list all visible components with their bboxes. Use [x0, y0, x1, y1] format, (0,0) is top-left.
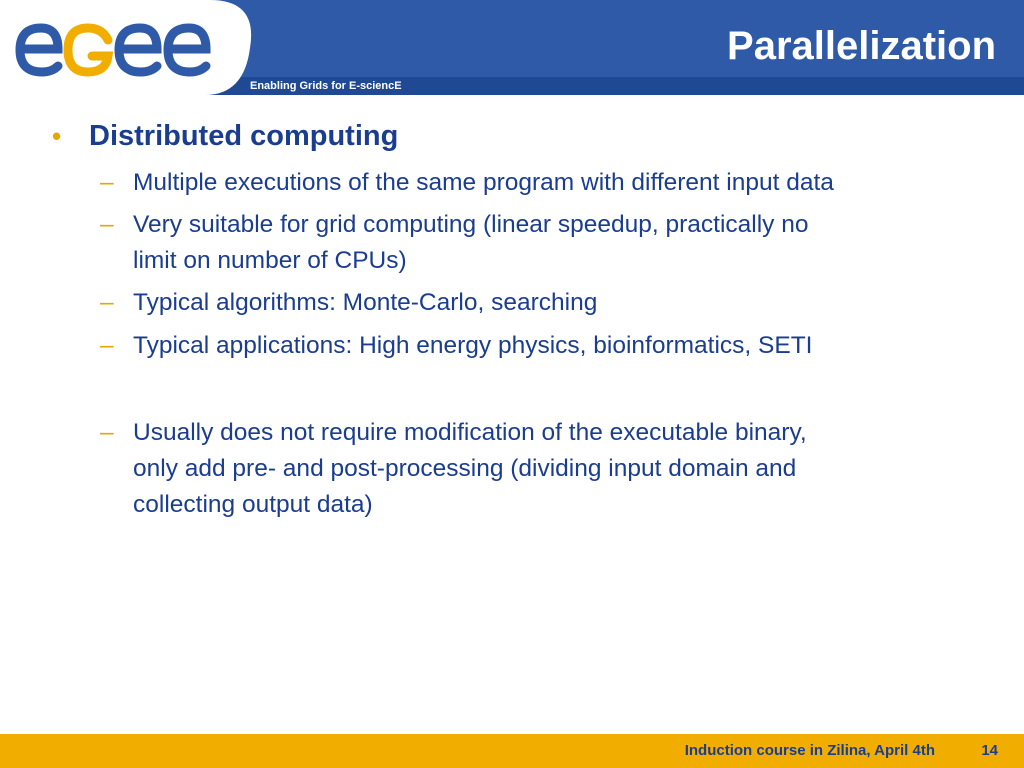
- page-number: 14: [981, 742, 998, 759]
- sub-item-text: Usually does not require modification of the executable binary,: [133, 419, 807, 446]
- sub-item-text: limit on number of CPUs): [133, 247, 407, 274]
- egee-logo: [0, 0, 250, 95]
- slide-title: Parallelization: [727, 24, 996, 68]
- main-bullet-text: Distributed computing: [89, 120, 399, 152]
- slide-footer: [0, 734, 1024, 768]
- bullet-marker: •: [52, 121, 62, 151]
- footer-text: Induction course in Zilina, April 4th: [684, 742, 935, 759]
- sub-item-text: Multiple executions of the same program with different input data: [133, 169, 834, 196]
- dash-marker: –: [100, 419, 114, 446]
- sub-item-text: collecting output data): [133, 491, 373, 518]
- sub-item-text: Typical algorithms: Monte-Carlo, searching: [133, 289, 598, 316]
- dash-marker: –: [100, 332, 114, 359]
- header-tagline: Enabling Grids for E-sciencE: [250, 80, 402, 92]
- egee-logo-graphic: [0, 0, 260, 95]
- sub-item-text: only add pre- and post-processing (dividing input domain and: [133, 455, 797, 482]
- sub-item-text: Very suitable for grid computing (linear speedup, practically no: [133, 211, 809, 238]
- dash-marker: –: [100, 169, 114, 196]
- slide-header: [0, 0, 1024, 95]
- sub-item-text: Typical applications: High energy physics, bioinformatics, SETI: [133, 332, 813, 359]
- dash-marker: –: [100, 289, 114, 316]
- dash-marker: –: [100, 211, 114, 238]
